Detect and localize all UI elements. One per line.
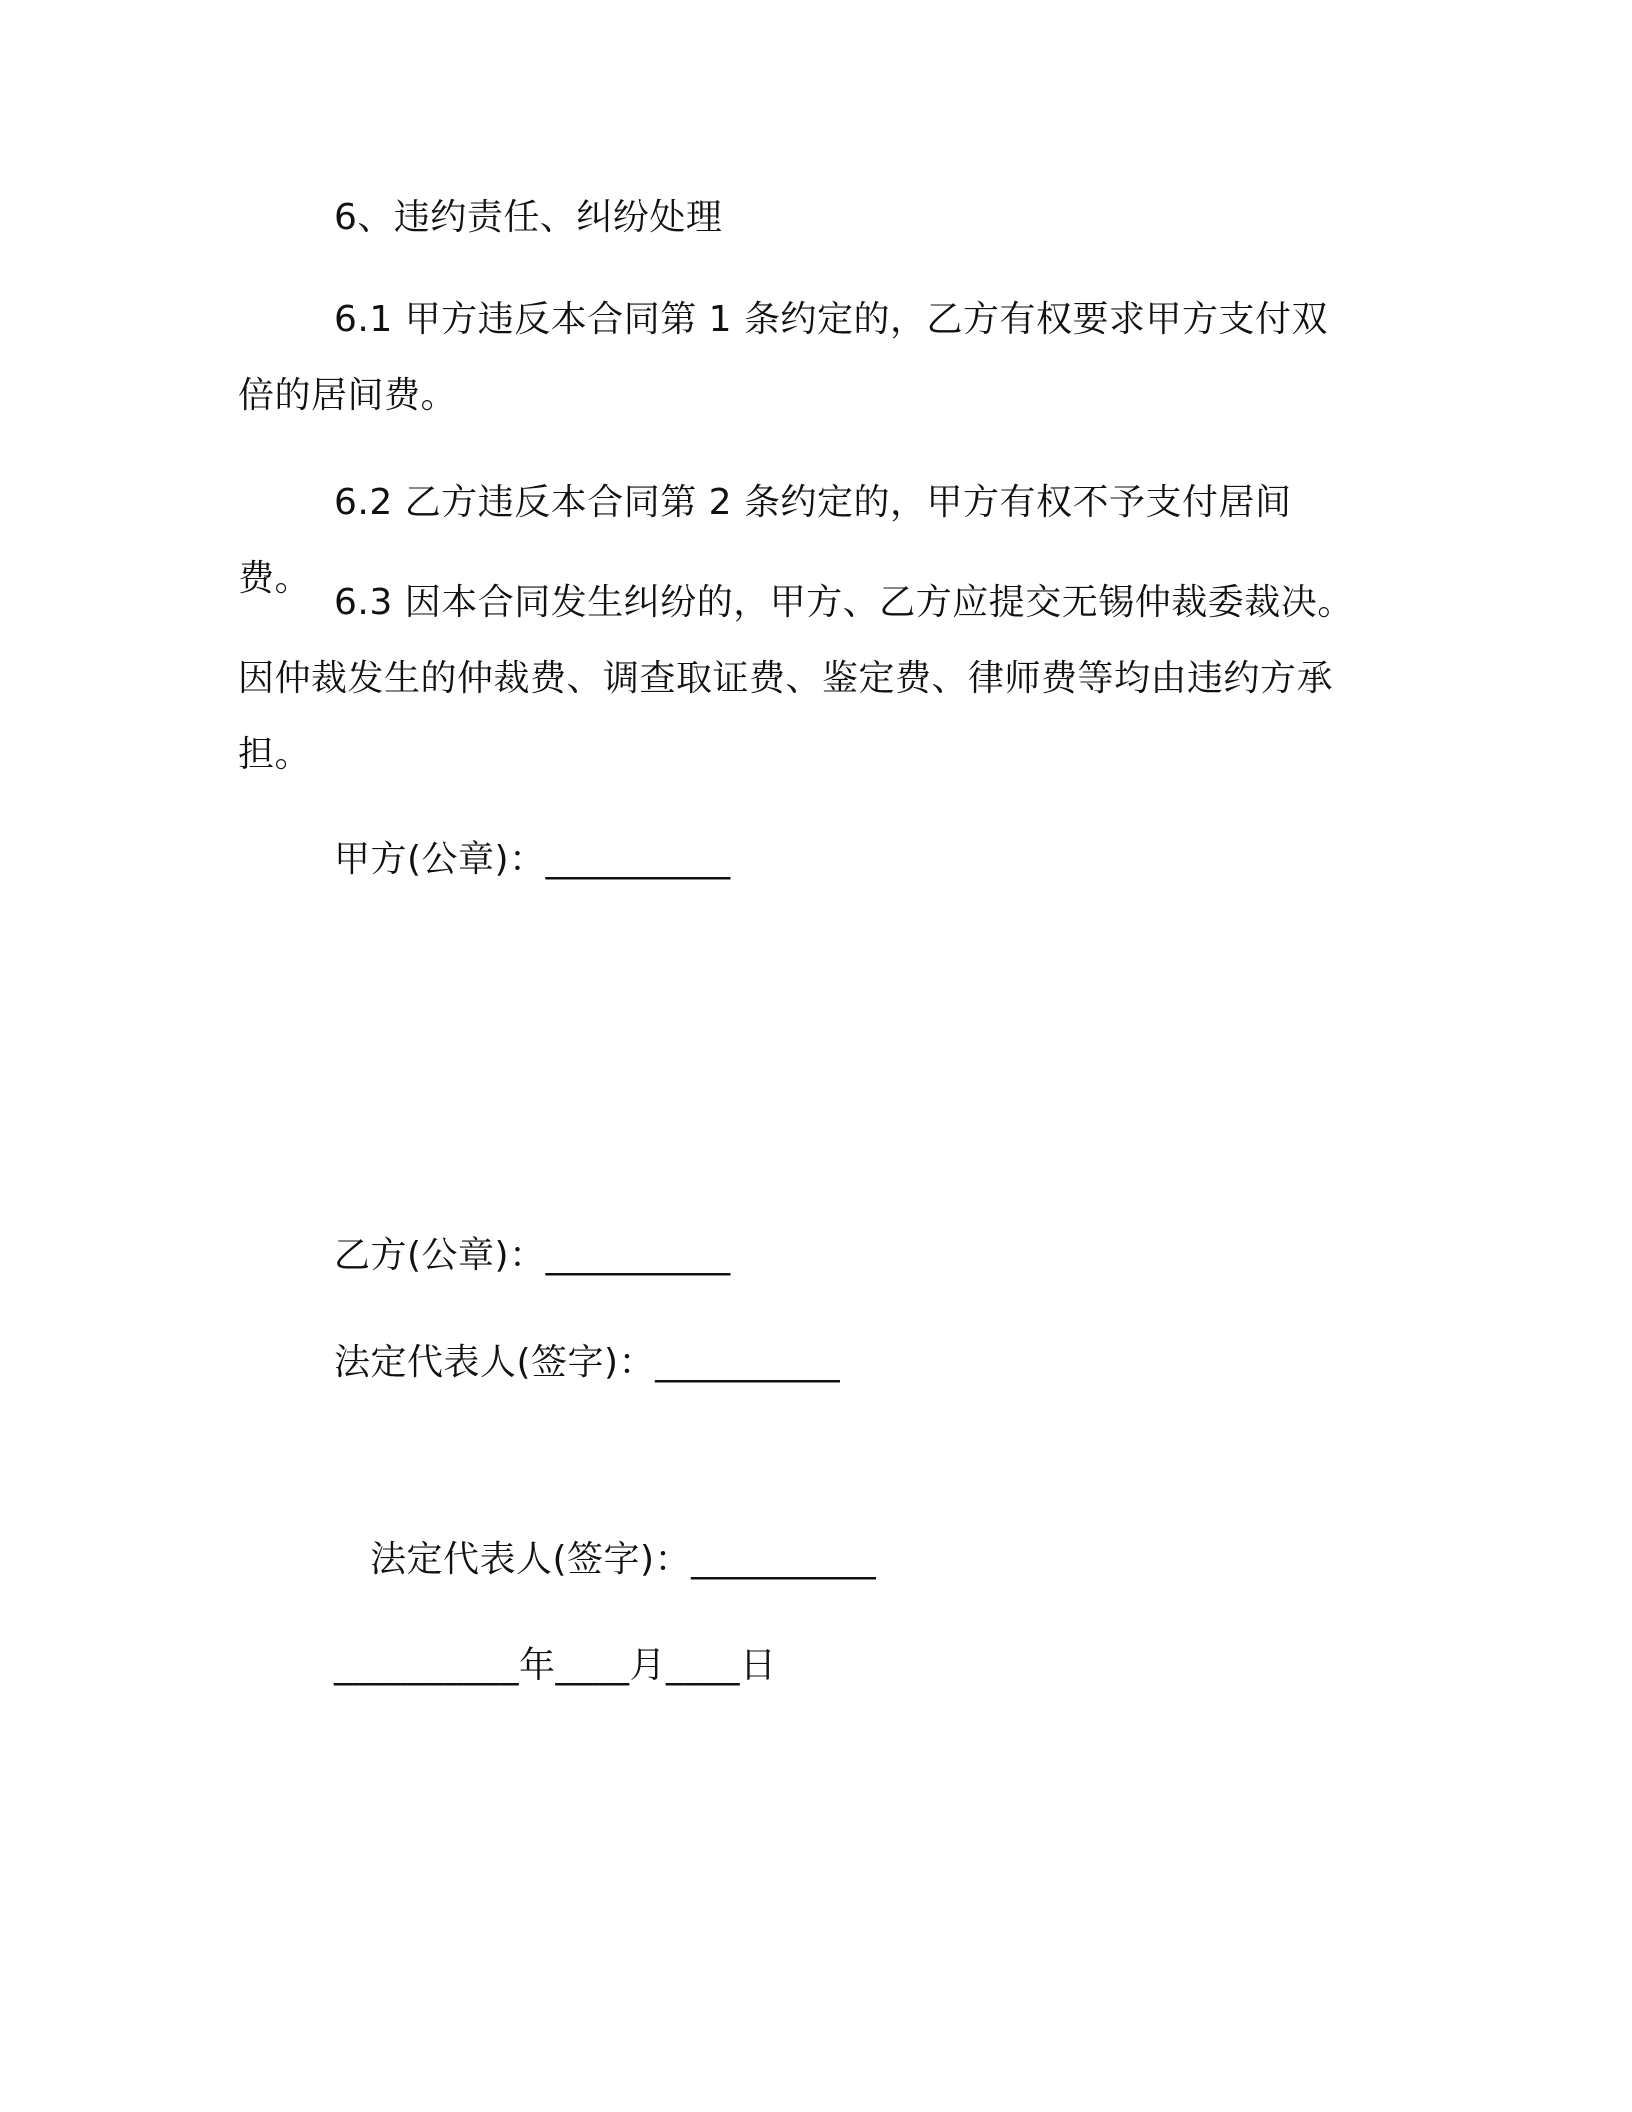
clause-6-1-text: 6.1 甲方违反本合同第 1 条约定的，乙方有权要求甲方支付双倍的居间费。 [238,299,1328,416]
clause-6-1 [238,282,1363,434]
date-line: __________年____月____日 [334,1645,777,1686]
clause-6-2-text: 6.2 乙方违反本合同第 2 条约定的，甲方有权不予支付居间费。 [238,482,1292,599]
section-heading: 6、违约责任、纠纷处理 [334,197,723,238]
legal-rep-signature-line-2: 法定代表人(签字)：__________ [370,1539,877,1580]
legal-rep-signature-line: 法定代表人(签字)：__________ [334,1342,841,1383]
clause-6-3-text: 6.3 因本合同发生纠纷的，甲方、乙方应提交无锡仲裁委裁决。因仲裁发生的仲裁费、调查取证费、鉴定费、律师费等均由违约方承担。 [238,582,1354,775]
clause-6-3 [238,565,1363,793]
party-a-seal-line: 甲方(公章)：__________ [334,839,731,880]
party-b-seal-line: 乙方(公章)：__________ [334,1235,731,1276]
